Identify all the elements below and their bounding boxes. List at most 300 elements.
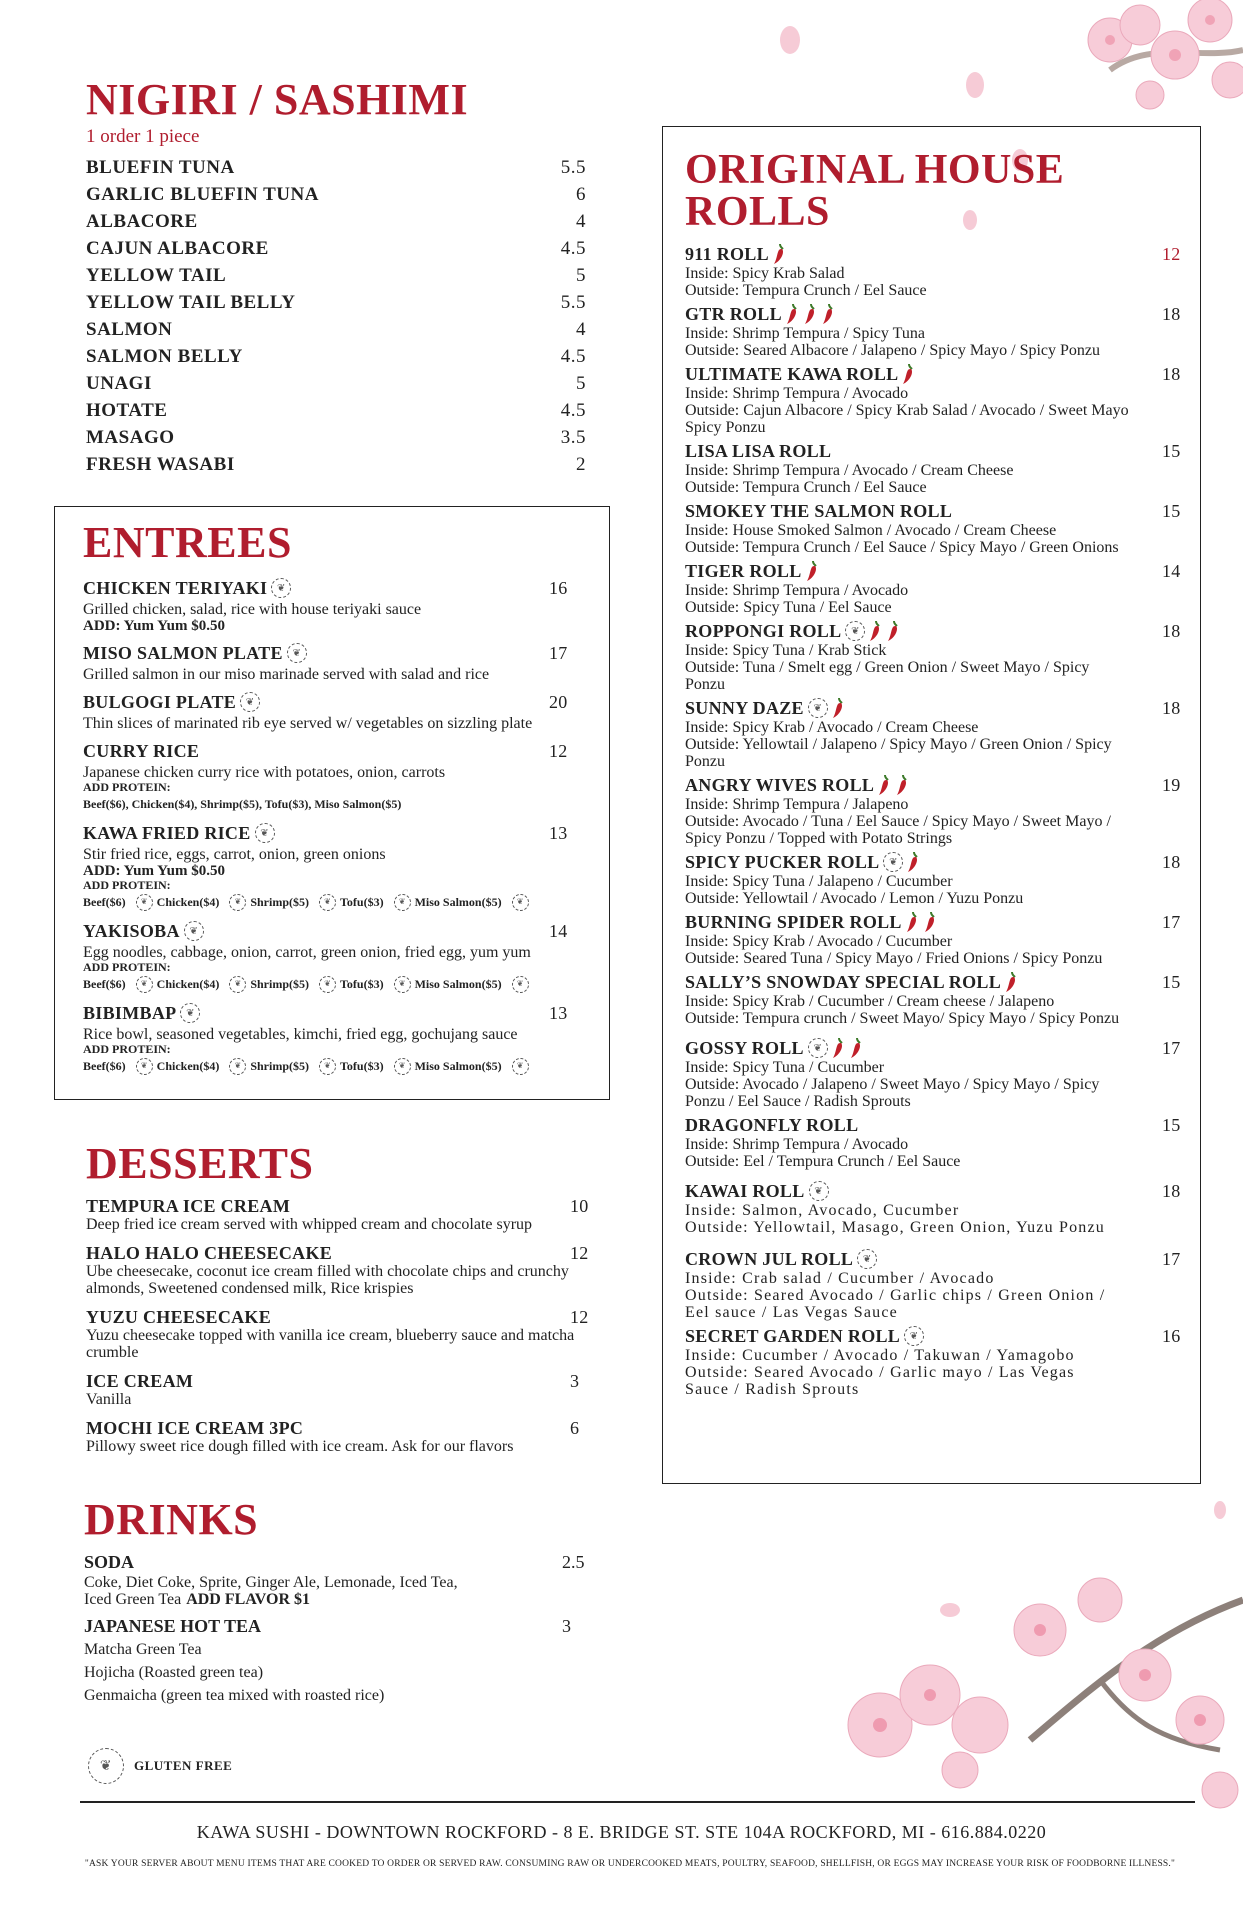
roll-ingredients: Inside: Cucumber / Avocado / Takuwan / Yamagobo (685, 1347, 1075, 1364)
gluten-free-icon: ❦ (394, 976, 411, 993)
nigiri-name: MASAGO (86, 427, 175, 448)
dessert-description: Yuzu cheesecake topped with vanilla ice cream, blueberry sauce and matcha crumble (86, 1327, 575, 1361)
roll-name: SPICY PUCKER ROLL (685, 851, 880, 872)
dessert-name: MOCHI ICE CREAM 3PC (86, 1418, 304, 1438)
entree-description: Grilled salmon in our miso marinade served with salad and rice (83, 666, 490, 683)
drink-item (84, 1616, 594, 1707)
protein-option: Miso Salmon($5) (414, 895, 502, 909)
roll-header (685, 560, 1190, 582)
drink-add-on: ADD FLAVOR $1 (186, 1591, 311, 1608)
roll-name: ANGRY WIVES ROLL (685, 774, 875, 795)
entree-title-group (83, 741, 199, 762)
footer-divider (80, 1801, 1195, 1803)
nigiri-price: 5 (576, 373, 586, 394)
dessert-header (86, 1307, 596, 1327)
roll-name: LISA LISA ROLL (685, 440, 832, 461)
roll-ingredients: Outside: Tempura Crunch / Eel Sauce / Spicy Mayo / Green Onions (685, 539, 1119, 556)
nigiri-name: BLUEFIN TUNA (86, 157, 235, 178)
roll-header (685, 1325, 1190, 1347)
footer-warning: "ASK YOUR SERVER ABOUT MENU ITEMS THAT ARE COOKED TO ORDER OR SERVED RAW. CONSUMING RAW OR UNDERCOOKED MEATS, POULTRY, SEAFOOD, SHELLFISH, OR EGGS MAY INCREASE YOUR RISK OF FOODBORNE ILLNESS." (84, 1859, 1176, 1869)
gluten-free-icon: ❦ (136, 1058, 153, 1075)
roll-price: 18 (1162, 1180, 1181, 1201)
nigiri-list (86, 154, 586, 478)
roll-price: 18 (1162, 620, 1181, 641)
roll-title-group (685, 697, 846, 719)
roll-name: DRAGONFLY ROLL (685, 1114, 859, 1135)
roll-ingredients: Outside: Tempura Crunch / Eel Sauce (685, 479, 927, 496)
dessert-name: HALO HALO CHEESECAKE (86, 1243, 333, 1263)
dessert-price: 12 (570, 1307, 589, 1327)
nigiri-row (86, 343, 586, 370)
nigiri-row (86, 370, 586, 397)
roll-ingredients: Outside: Avocado / Tuna / Eel Sauce / Spicy Mayo / Sweet Mayo / (685, 813, 1111, 830)
entree-header (83, 820, 595, 846)
dessert-header (86, 1243, 596, 1263)
rolls-title: ORIGINAL HOUSE ROLLS (685, 147, 1065, 235)
roll-ingredients: Inside: Spicy Tuna / Krab Stick (685, 642, 887, 659)
entree-description: Grilled chicken, salad, rice with house teriyaki sauce (83, 601, 422, 618)
roll-item (685, 911, 1190, 967)
dessert-item (86, 1307, 596, 1361)
roll-header (685, 971, 1190, 993)
gluten-free-icon: ❦ (808, 698, 828, 718)
entree-title-group (83, 1003, 200, 1024)
entree-header (83, 640, 595, 666)
footer-address: KAWA SUSHI - DOWNTOWN ROCKFORD - 8 E. BRIDGE ST. STE 104A ROCKFORD, MI - 616.884.0220 (196, 1822, 1047, 1842)
dessert-price: 6 (570, 1418, 580, 1438)
roll-item (685, 303, 1190, 359)
roll-name: BURNING SPIDER ROLL (685, 911, 902, 932)
roll-ingredients: Outside: Seared Avocado / Garlic mayo / Las Vegas (685, 1364, 1075, 1381)
nigiri-name: SALMON (86, 319, 173, 340)
roll-header (685, 1037, 1190, 1059)
roll-ingredients: Inside: Shrimp Tempura / Avocado (685, 385, 909, 402)
chili-pepper-icon (885, 620, 901, 642)
nigiri-name: HOTATE (86, 400, 168, 421)
nigiri-row (86, 424, 586, 451)
roll-ingredients: Inside: Shrimp Tempura / Spicy Tuna (685, 325, 925, 342)
protein-options (83, 974, 595, 994)
roll-item (685, 1114, 1190, 1170)
protein-option: Chicken($4) (156, 1059, 220, 1073)
roll-header (685, 1114, 1190, 1136)
chili-pepper-icon (804, 560, 820, 582)
desserts-list (86, 1196, 596, 1455)
roll-ingredients: Ponzu (685, 753, 725, 770)
nigiri-row (86, 451, 586, 478)
roll-name: SALLY’S SNOWDAY SPECIAL ROLL (685, 971, 1001, 992)
chili-pepper-icon (904, 911, 920, 933)
roll-item (685, 851, 1190, 907)
nigiri-subtitle: 1 order 1 piece (86, 126, 200, 147)
add-protein-label: ADD PROTEIN: (83, 960, 171, 974)
nigiri-price: 4.5 (560, 238, 586, 259)
chili-pepper-icon (894, 774, 910, 796)
roll-ingredients: Ponzu / Eel Sauce / Radish Sprouts (685, 1093, 911, 1110)
roll-header (685, 911, 1190, 933)
gluten-free-icon: ❦ (136, 976, 153, 993)
dessert-description: Deep fried ice cream served with whipped cream and chocolate syrup (86, 1216, 533, 1233)
roll-price: 19 (1162, 774, 1181, 795)
drink-name: JAPANESE HOT TEA (84, 1616, 262, 1636)
roll-header (685, 500, 1190, 522)
rolls-list (685, 243, 1190, 1398)
roll-name: SUNNY DAZE (685, 697, 804, 718)
roll-price: 18 (1162, 363, 1181, 384)
protein-option: Chicken($4) (156, 895, 220, 909)
chili-pepper-icon (922, 911, 938, 933)
protein-option: Shrimp($5) (250, 1059, 309, 1073)
entree-item (83, 738, 595, 814)
entree-add-on: ADD: Yum Yum $0.50 (83, 618, 225, 634)
roll-name: SMOKEY THE SALMON ROLL (685, 500, 953, 521)
roll-header (685, 303, 1190, 325)
nigiri-name: FRESH WASABI (86, 454, 235, 475)
roll-ingredients: Ponzu (685, 676, 725, 693)
gluten-free-icon: ❦ (240, 692, 260, 712)
gluten-free-icon: ❦ (255, 823, 275, 843)
roll-ingredients: Inside: Spicy Krab Salad (685, 265, 845, 282)
roll-title-group (685, 243, 787, 265)
nigiri-price: 2 (576, 454, 586, 475)
roll-price: 14 (1162, 560, 1181, 581)
roll-name: SECRET GARDEN ROLL (685, 1325, 901, 1346)
drink-line (84, 1661, 594, 1684)
nigiri-row (86, 316, 586, 343)
roll-header (685, 620, 1190, 642)
roll-header (685, 363, 1190, 385)
roll-title-group (685, 363, 916, 385)
roll-header (685, 851, 1190, 873)
entree-title-group (83, 692, 260, 713)
dessert-item (86, 1196, 596, 1233)
gluten-free-icon: ❦ (319, 1058, 336, 1075)
gluten-free-icon: ❦ (180, 1003, 200, 1023)
chili-pepper-icon (784, 303, 800, 325)
entree-price: 13 (549, 822, 568, 843)
dessert-item (86, 1243, 596, 1297)
protein-option: Shrimp($5) (250, 895, 309, 909)
roll-title-group (685, 1037, 864, 1059)
chili-pepper-icon (905, 851, 921, 873)
roll-name: ROPPONGI ROLL (685, 620, 842, 641)
protein-option: Miso Salmon($5) (414, 1059, 502, 1073)
drinks-title: DRINKS (84, 1495, 259, 1544)
roll-title-group (685, 303, 836, 325)
drink-line-text: Iced Green Tea (84, 1591, 182, 1608)
roll-item (685, 971, 1190, 1027)
roll-price: 18 (1162, 851, 1181, 872)
roll-title-group (685, 441, 831, 462)
cherry-blossom-bottom-right (800, 1480, 1243, 1810)
gluten-free-icon: ❦ (512, 894, 529, 911)
roll-title-group (685, 501, 952, 522)
entree-header (83, 689, 595, 715)
dessert-header (86, 1371, 596, 1391)
roll-title-group (685, 911, 938, 933)
entree-description: Egg noodles, cabbage, onion, carrot, green onion, fried egg, yum yum (83, 944, 531, 961)
roll-ingredients: Inside: Spicy Krab / Cucumber / Cream cheese / Jalapeno (685, 993, 1055, 1010)
dessert-item (86, 1371, 596, 1408)
roll-ingredients: Outside: Yellowtail / Jalapeno / Spicy Mayo / Green Onion / Spicy (685, 736, 1112, 753)
desserts-section (86, 1139, 596, 1465)
roll-ingredients: Inside: Shrimp Tempura / Avocado (685, 1136, 909, 1153)
protein-option: Beef($6) (83, 895, 126, 909)
roll-price: 17 (1162, 1248, 1181, 1269)
roll-item (685, 560, 1190, 616)
add-protein-label: ADD PROTEIN: (83, 878, 171, 892)
nigiri-price: 4.5 (560, 346, 586, 367)
nigiri-title: NIGIRI / SASHIMI (86, 75, 469, 124)
nigiri-price: 5.5 (560, 157, 586, 178)
nigiri-name: YELLOW TAIL (86, 265, 227, 286)
chili-pepper-icon (820, 303, 836, 325)
chili-pepper-icon (830, 1037, 846, 1059)
entree-item (83, 640, 595, 683)
roll-item (685, 774, 1190, 847)
dessert-price: 3 (570, 1371, 580, 1391)
roll-price: 15 (1162, 500, 1181, 521)
roll-ingredients: Spicy Ponzu / Topped with Potato Strings (685, 830, 953, 847)
entree-title-group (83, 823, 275, 844)
roll-item (685, 1325, 1190, 1398)
drink-item (84, 1552, 594, 1608)
roll-price: 15 (1162, 1114, 1181, 1135)
nigiri-name: YELLOW TAIL BELLY (86, 292, 296, 313)
roll-item (685, 697, 1190, 770)
nigiri-section (86, 75, 586, 478)
gluten-free-icon: ❦ (883, 852, 903, 872)
chili-pepper-icon (802, 303, 818, 325)
gluten-free-icon: ❦ (319, 976, 336, 993)
nigiri-price: 4 (576, 319, 586, 340)
drinks-section (84, 1495, 594, 1715)
roll-ingredients: Outside: Yellowtail / Avocado / Lemon / Yuzu Ponzu (685, 890, 1024, 907)
nigiri-row (86, 289, 586, 316)
roll-price: 17 (1162, 911, 1181, 932)
gluten-free-icon: ❦ (394, 1058, 411, 1075)
roll-price: 17 (1162, 1037, 1181, 1058)
roll-title-group (685, 560, 820, 582)
entree-name: KAWA FRIED RICE (83, 822, 251, 843)
entree-description: Thin slices of marinated rib eye served w/ vegetables on sizzling plate (83, 715, 533, 732)
dessert-header (86, 1196, 596, 1216)
add-protein-label: ADD PROTEIN: (83, 780, 171, 794)
roll-title-group (685, 851, 921, 873)
nigiri-row (86, 262, 586, 289)
entree-title-group (83, 578, 291, 599)
roll-header (685, 774, 1190, 796)
protein-options (83, 892, 595, 912)
dessert-price: 12 (570, 1243, 589, 1263)
entree-item (83, 918, 595, 994)
add-protein-label: ADD PROTEIN: (83, 1042, 171, 1056)
roll-ingredients: Inside: Crab salad / Cucumber / Avocado (685, 1270, 995, 1287)
entree-price: 13 (549, 1002, 568, 1023)
entrees-list (83, 575, 595, 1076)
drink-line-text: Coke, Diet Coke, Sprite, Ginger Ale, Lemonade, Iced Tea, (84, 1574, 458, 1591)
gluten-free-icon: ❦ (512, 976, 529, 993)
chili-pepper-icon (876, 774, 892, 796)
roll-ingredients: Outside: Seared Avocado / Garlic chips / Green Onion / (685, 1287, 1106, 1304)
gluten-free-icon: ❦ (271, 578, 291, 598)
roll-price: 12 (1162, 243, 1181, 264)
nigiri-price: 5.5 (560, 292, 586, 313)
gluten-free-icon: ❦ (136, 894, 153, 911)
dessert-description: Pillowy sweet rice dough filled with ice cream. Ask for our flavors (86, 1438, 514, 1455)
entree-header (83, 918, 595, 944)
protein-options: Beef($6), Chicken($4), Shrimp($5), Tofu($3), Miso Salmon($5) (83, 797, 402, 811)
roll-ingredients: Outside: Spicy Tuna / Eel Sauce (685, 599, 892, 616)
gluten-free-icon: ❦ (229, 1058, 246, 1075)
roll-item (685, 1180, 1190, 1236)
entree-description: Stir fried rice, eggs, carrot, onion, green onions (83, 846, 386, 863)
entree-price: 20 (549, 691, 568, 712)
roll-item (685, 1037, 1190, 1110)
drink-line (84, 1574, 594, 1591)
roll-ingredients: Inside: Spicy Krab / Avocado / Cream Cheese (685, 719, 979, 736)
entree-name: BULGOGI PLATE (83, 691, 237, 712)
nigiri-price: 5 (576, 265, 586, 286)
dessert-description: Vanilla (86, 1391, 132, 1408)
roll-name: CROWN JUL ROLL (685, 1248, 854, 1269)
cherry-blossom-top-right (1000, 0, 1243, 140)
gluten-free-icon: ❦ (512, 1058, 529, 1075)
nigiri-row (86, 154, 586, 181)
protein-option: Chicken($4) (156, 977, 220, 991)
entree-item (83, 575, 595, 634)
desserts-title: DESSERTS (86, 1139, 314, 1188)
roll-ingredients: Outside: Cajun Albacore / Spicy Krab Salad / Avocado / Sweet Mayo (685, 402, 1129, 419)
roll-ingredients: Outside: Eel / Tempura Crunch / Eel Sauce (685, 1153, 961, 1170)
entree-price: 16 (549, 577, 568, 598)
gluten-free-icon: ❦ (904, 1326, 924, 1346)
entree-name: CHICKEN TERIYAKI (83, 577, 268, 598)
protein-option: Tofu($3) (340, 1059, 384, 1073)
entree-title-group (83, 921, 204, 942)
nigiri-name: ALBACORE (86, 211, 198, 232)
roll-header (685, 1248, 1190, 1270)
roll-ingredients: Outside: Tempura Crunch / Eel Sauce (685, 282, 927, 299)
roll-ingredients: Sauce / Radish Sprouts (685, 1381, 860, 1398)
entree-name: BIBIMBAP (83, 1002, 177, 1023)
roll-price: 15 (1162, 971, 1181, 992)
entree-item (83, 1000, 595, 1076)
roll-ingredients: Inside: House Smoked Salmon / Avocado / Cream Cheese (685, 522, 1057, 539)
roll-ingredients: Inside: Shrimp Tempura / Avocado (685, 582, 909, 599)
roll-ingredients: Inside: Spicy Krab / Avocado / Cucumber (685, 933, 953, 950)
roll-item (685, 440, 1190, 496)
nigiri-price: 4.5 (560, 400, 586, 421)
entree-header (83, 1000, 595, 1026)
roll-ingredients: Inside: Salmon, Avocado, Cucumber (685, 1202, 960, 1219)
chili-pepper-icon (830, 697, 846, 719)
roll-name: 911 ROLL (685, 243, 769, 264)
entree-item (83, 820, 595, 912)
dessert-item (86, 1418, 596, 1455)
nigiri-row (86, 181, 586, 208)
roll-ingredients: Inside: Shrimp Tempura / Avocado / Cream Cheese (685, 462, 1014, 479)
dessert-name: YUZU CHEESECAKE (86, 1307, 272, 1327)
entree-name: MISO SALMON PLATE (83, 642, 283, 663)
rolls-section (662, 126, 1201, 1484)
protein-option: Shrimp($5) (250, 977, 309, 991)
dessert-price: 10 (570, 1196, 589, 1216)
gluten-free-legend (84, 1748, 232, 1784)
nigiri-price: 3.5 (560, 427, 586, 448)
entrees-section (54, 506, 610, 1100)
gluten-free-icon: ❦ (809, 1181, 829, 1201)
protein-option: Beef($6) (83, 977, 126, 991)
roll-title-group (685, 1249, 877, 1270)
roll-item (685, 1248, 1190, 1321)
entree-name: YAKISOBA (83, 920, 180, 941)
nigiri-row (86, 235, 586, 262)
gluten-free-icon: ❦ (184, 921, 204, 941)
roll-ingredients: Outside: Yellowtail, Masago, Green Onion, Yuzu Ponzu (685, 1219, 1105, 1236)
entree-description: Rice bowl, seasoned vegetables, kimchi, fried egg, gochujang sauce (83, 1026, 518, 1043)
roll-header (685, 1180, 1190, 1202)
gluten-free-icon: ❦ (808, 1038, 828, 1058)
gluten-free-icon: ❦ (229, 894, 246, 911)
drink-line (84, 1591, 594, 1608)
roll-item (685, 243, 1190, 299)
chili-pepper-icon (867, 620, 883, 642)
chili-pepper-icon (900, 363, 916, 385)
roll-ingredients: Outside: Avocado / Jalapeno / Sweet Mayo / Spicy Mayo / Spicy (685, 1076, 1100, 1093)
drink-line (84, 1684, 594, 1707)
protein-options (83, 1056, 595, 1076)
drink-price: 2.5 (562, 1552, 585, 1572)
gluten-free-icon: ❦ (394, 894, 411, 911)
roll-ingredients: Outside: Tempura crunch / Sweet Mayo/ Spicy Mayo / Spicy Ponzu (685, 1010, 1120, 1027)
entrees-title: ENTREES (83, 518, 292, 567)
roll-ingredients: Eel sauce / Las Vegas Sauce (685, 1304, 898, 1321)
drinks-list (84, 1552, 594, 1707)
roll-ingredients: Outside: Seared Tuna / Spicy Mayo / Fried Onions / Spicy Ponzu (685, 950, 1103, 967)
entree-item (83, 689, 595, 732)
nigiri-price: 6 (576, 184, 586, 205)
roll-price: 18 (1162, 697, 1181, 718)
roll-name: ULTIMATE KAWA ROLL (685, 363, 899, 384)
drink-header (84, 1616, 594, 1638)
entree-name: CURRY RICE (83, 740, 200, 761)
drink-line-text: Hojicha (Roasted green tea) (84, 1664, 264, 1681)
dessert-description: Ube cheesecake, coconut ice cream filled with chocolate chips and crunchy almonds, Sweetened condensed milk, Rice krispies (86, 1263, 569, 1297)
dessert-name: TEMPURA ICE CREAM (86, 1196, 291, 1216)
protein-option: Tofu($3) (340, 895, 384, 909)
chili-pepper-icon (1003, 971, 1019, 993)
drink-line-text: Matcha Green Tea (84, 1641, 202, 1658)
roll-ingredients: Inside: Shrimp Tempura / Jalapeno (685, 796, 909, 813)
roll-ingredients: Inside: Spicy Tuna / Jalapeno / Cucumber (685, 873, 953, 890)
roll-title-group (685, 620, 901, 642)
entree-add-on: ADD: Yum Yum $0.50 (83, 863, 225, 879)
legend-label: GLUTEN FREE (134, 1758, 233, 1773)
roll-price: 16 (1162, 1325, 1181, 1346)
roll-title-group (685, 1326, 924, 1347)
nigiri-name: GARLIC BLUEFIN TUNA (86, 184, 319, 205)
protein-option: Tofu($3) (340, 977, 384, 991)
roll-price: 15 (1162, 440, 1181, 461)
entree-price: 12 (549, 740, 568, 761)
roll-title-group (685, 971, 1019, 993)
entree-header (83, 738, 595, 764)
entree-header (83, 575, 595, 601)
roll-item (685, 500, 1190, 556)
roll-name: KAWAI ROLL (685, 1180, 805, 1201)
entree-description: Japanese chicken curry rice with potatoes, onion, carrots (83, 764, 446, 781)
